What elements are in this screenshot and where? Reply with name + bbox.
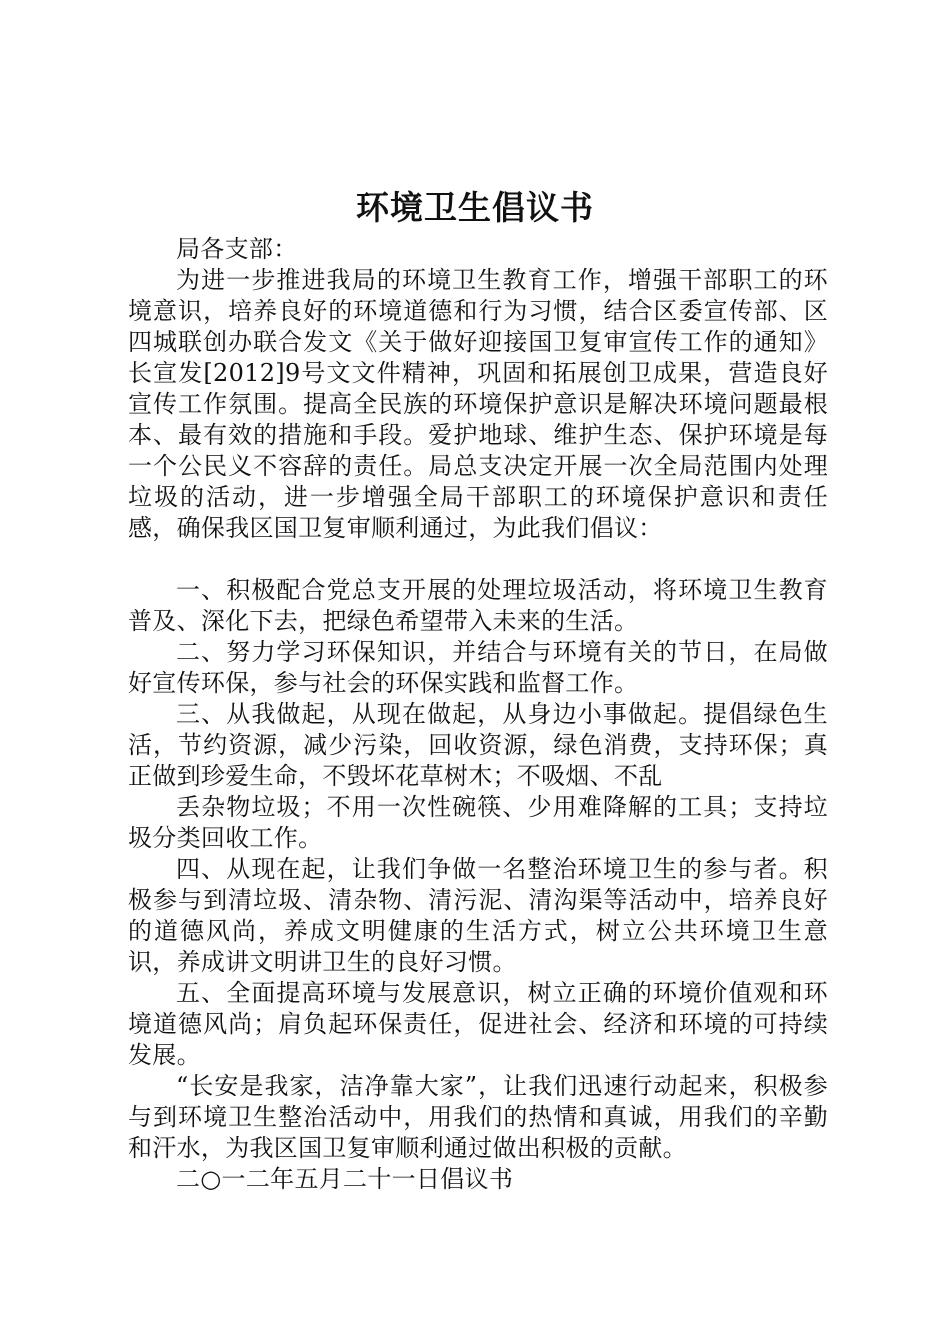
intro-paragraph: 为进一步推进我局的环境卫生教育工作，增强干部职工的环境意识，培养良好的环境道德和行为习惯，结合区委宣传部、区四城联创办联合发文《关于做好迎接国卫复审宣传工作的通知》长宣发[2012]9号文文件精神，巩固和拓展创卫成果，营造良好宣传工作氛围。提高全民族的环境保护意识是解决环境问题最根本、最有效的措施和手段。爱护地球、维护生态、保护环境是每一个公民义不容辞的责任。局总支决定开展一次全局范围内处理垃圾的活动，进一步增强全局干部职工的环境保护意识和责任感，确保我区国卫复审顺利通过，为此我们倡议：	[128, 266, 828, 542]
item-paragraph-2: 二、努力学习环保知识，并结合与环境有关的节日，在局做好宣传环保，参与社会的环保实践和监督工作。	[128, 638, 828, 697]
item-paragraph-3: 三、从我做起，从现在做起，从身边小事做起。提倡绿色生活，节约资源，减少污染，回收资源，绿色消费，支持环保；真正做到珍爱生命，不毁坏花草树木；不吸烟、不乱	[128, 700, 828, 790]
closing-paragraph: “长安是我家，洁净靠大家”，让我们迅速行动起来，积极参与到环境卫生整治活动中，用我们的热情和真诚，用我们的辛勤和汗水，为我区国卫复审顺利通过做出积极的贡献。	[128, 1072, 828, 1162]
item-paragraph-3-continued: 丢杂物垃圾；不用一次性碗筷、少用难降解的工具；支持垃圾分类回收工作。	[128, 793, 828, 852]
document-body	[128, 234, 828, 1195]
paragraph-gap	[128, 544, 828, 575]
item-paragraph-4: 四、从现在起，让我们争做一名整治环境卫生的参与者。积极参与到清垃圾、清杂物、清污泥、清沟渠等活动中，培养良好的道德风尚，养成文明健康的生活方式，树立公共环境卫生意识，养成讲文明讲卫生的良好习惯。	[128, 855, 828, 976]
document-title: 环境卫生倡议书	[356, 188, 594, 227]
date-line: 二○一二年五月二十一日倡议书	[176, 1165, 514, 1193]
item-paragraph-5: 五、全面提高环境与发展意识，树立正确的环境价值观和环境道德风尚；肩负起环保责任，促进社会、经济和环境的可持续发展。	[128, 979, 828, 1069]
item-paragraph-1: 一、积极配合党总支开展的处理垃圾活动，将环境卫生教育普及、深化下去，把绿色希望带入未来的生活。	[128, 576, 828, 635]
salutation: 局各支部：	[176, 235, 298, 263]
